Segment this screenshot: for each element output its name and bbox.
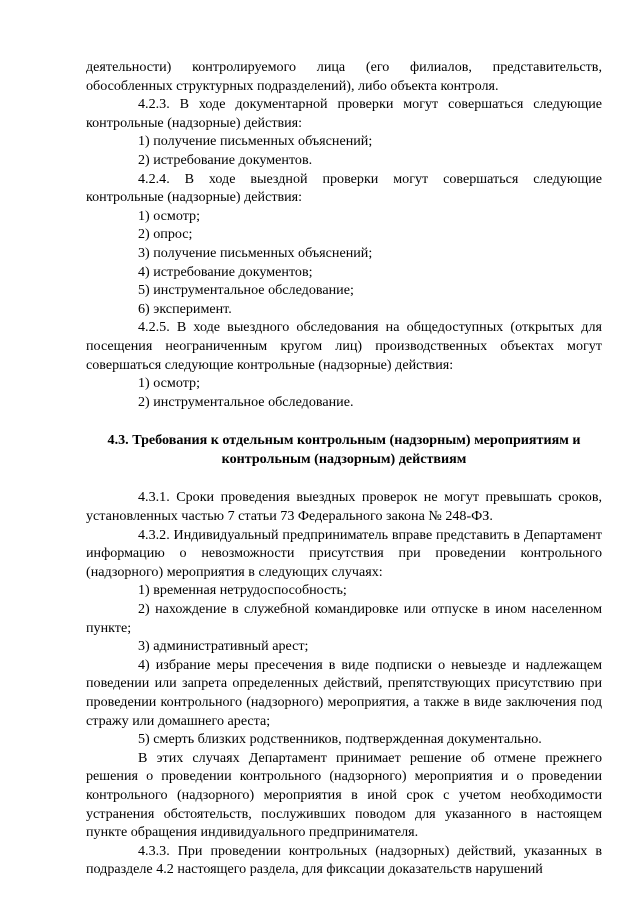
paragraph-4-2-5: 4.2.5. В ходе выездного обследования на общедоступных (открытых для посещения неограниченным кругом лиц) производственных объектах могут совершаться следующие контрольные (надзорные) действия: [86,319,602,373]
list-item: 2) инструментальное обследование. [138,393,354,410]
section-heading-line: контрольным (надзорным) действиям [221,450,467,467]
paragraph-4-3-3: 4.3.3. При проведении контрольных (надзорных) действий, указанных в подразделе 4.2 настоящего раздела, для фиксации доказательств нарушений [86,842,602,878]
list-item: 5) инструментальное обследование; [138,282,354,299]
list-item: 2) истребование документов. [138,151,313,168]
list-item: 2) нахождение в служебной командировке или отпуске в ином населенном пункте; [86,601,602,636]
list-item: 1) получение письменных объяснений; [138,133,373,150]
list-item: 3) административный арест; [138,638,309,655]
list-item: 3) получение письменных объяснений; [138,244,373,261]
list-item: 6) эксперимент. [138,300,232,317]
list-item: 1) временная нетрудоспособность; [138,582,347,599]
paragraph-intro: деятельности) контролируемого лица (его филиалов, представительств, обособленных структурных подразделений), либо объекта контроля. [86,59,602,94]
list-item: 1) осмотр; [138,207,200,224]
paragraph-4-2-3: 4.2.3. В ходе документарной проверки могут совершаться следующие контрольные (надзорные) действия: [86,96,602,131]
list-item: 2) опрос; [138,226,193,243]
paragraph-4-2-4: 4.2.4. В ходе выездной проверки могут совершаться следующие контрольные (надзорные) действия: [86,170,602,206]
list-item: 4) избрание меры пресечения в виде подписки о невыезде и надлежащем поведении или запрета определенных действий, препятствующих присутствию при проведении контрольного (надзорного) мероприятия, а также в виде заключения под стражу или домашнего ареста; [86,656,602,729]
paragraph-4-3-1: 4.3.1. Сроки проведения выездных проверок не могут превышать сроков, установленных частью 7 статьи 73 Федерального закона № 248-ФЗ. [86,489,602,525]
paragraph-4-3-2-continued: В этих случаях Департамент принимает решение об отмене прежнего решения о проведении контрольного (надзорного) мероприятия и о проведении контрольного (надзорного) мероприятия в иной срок с учетом необходимости устранения обстоятельств, послуживших поводом для указанного в настоящем пункте обращения индивидуального предпринимателя. [86,749,602,841]
list-item: 4) истребование документов; [138,263,313,280]
list-item: 1) осмотр; [138,375,200,392]
section-heading-4-3 [86,431,602,468]
paragraph-4-3-2: 4.3.2. Индивидуальный предприниматель вправе представить в Департамент информацию о невозможности присутствия при проведении контрольного (надзорного) мероприятия в следующих случаях: [86,526,602,580]
list-item: 5) смерть близких родственников, подтвержденная документально. [138,731,542,748]
section-heading-line: 4.3. Требования к отдельным контрольным (надзорным) мероприятиям и [107,432,581,449]
